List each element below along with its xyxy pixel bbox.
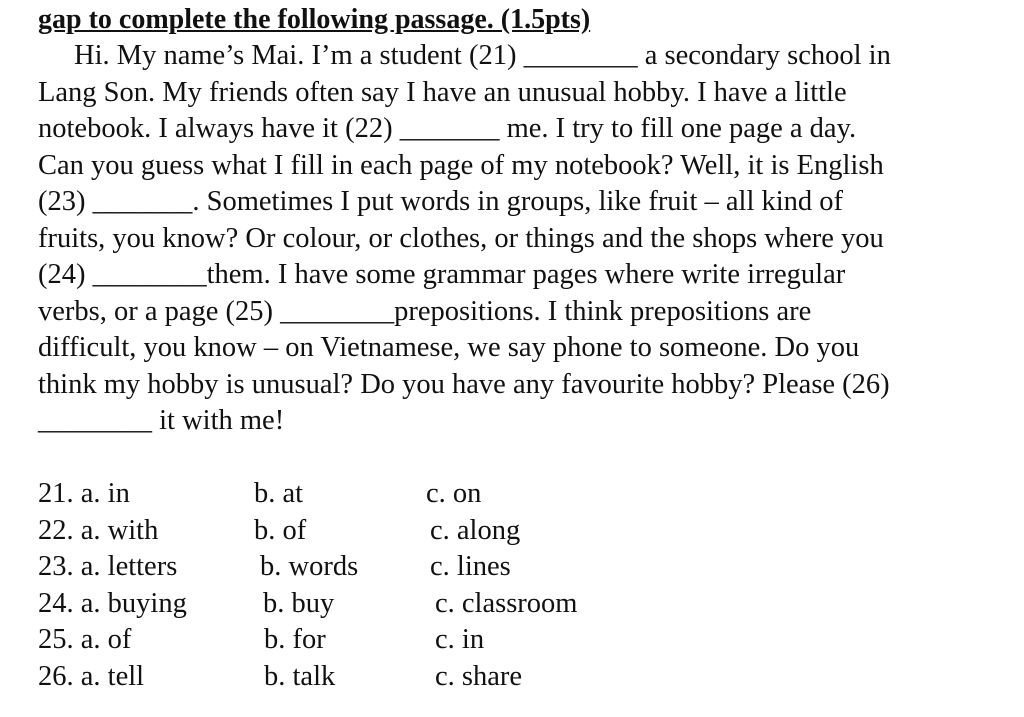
option-c: c. on	[426, 478, 482, 509]
option-c: c. share	[435, 660, 523, 692]
option-a: 23. a. letters	[38, 551, 178, 582]
option-c: c. classroom	[435, 587, 578, 619]
option-a: 21. a. in	[38, 478, 130, 509]
option-c: c. along	[430, 514, 521, 546]
passage-line: Lang Son. My friends often say I have an unusual hobby. I have a little	[38, 76, 847, 108]
option-b: b. of	[254, 514, 307, 546]
option-b: b. at	[254, 478, 304, 509]
passage-line: ________ it with me!	[38, 405, 285, 436]
option-c: c. in	[435, 624, 485, 655]
option-b: b. talk	[264, 660, 336, 692]
passage-line: notebook. I always have it (22) _______ me. I try to fill one page a day.	[38, 113, 857, 144]
option-a: 26. a. tell	[38, 660, 145, 692]
passage-line: Hi. My name’s Mai. I’m a student (21) ________ a secondary school in	[74, 40, 891, 71]
reading-passage	[38, 38, 988, 440]
passage-line: (23) _______. Sometimes I put words in groups, like fruit – all kind of	[38, 186, 844, 217]
option-b: b. words	[260, 551, 359, 582]
passage-line: difficult, you know – on Vietnamese, we say phone to someone. Do you	[38, 332, 860, 363]
option-c: c. lines	[430, 551, 511, 582]
option-a: 24. a. buying	[38, 587, 187, 619]
passage-line: verbs, or a page (25) ________prepositions. I think prepositions are	[38, 295, 812, 327]
exercise-heading: gap to complete the following passage. (1.5pts)	[38, 4, 591, 35]
option-a: 22. a. with	[38, 514, 159, 546]
passage-line: fruits, you know? Or colour, or clothes, or things and the shops where you	[38, 222, 884, 254]
passage-line: Can you guess what I fill in each page of my notebook? Well, it is English	[38, 149, 884, 181]
option-b: b. buy	[263, 587, 335, 619]
option-a: 25. a. of	[38, 624, 132, 655]
passage-line: (24) ________them. I have some grammar pages where write irregular	[38, 259, 846, 290]
passage-line: think my hobby is unusual? Do you have any favourite hobby? Please (26)	[38, 368, 890, 400]
option-b: b. for	[264, 624, 326, 655]
